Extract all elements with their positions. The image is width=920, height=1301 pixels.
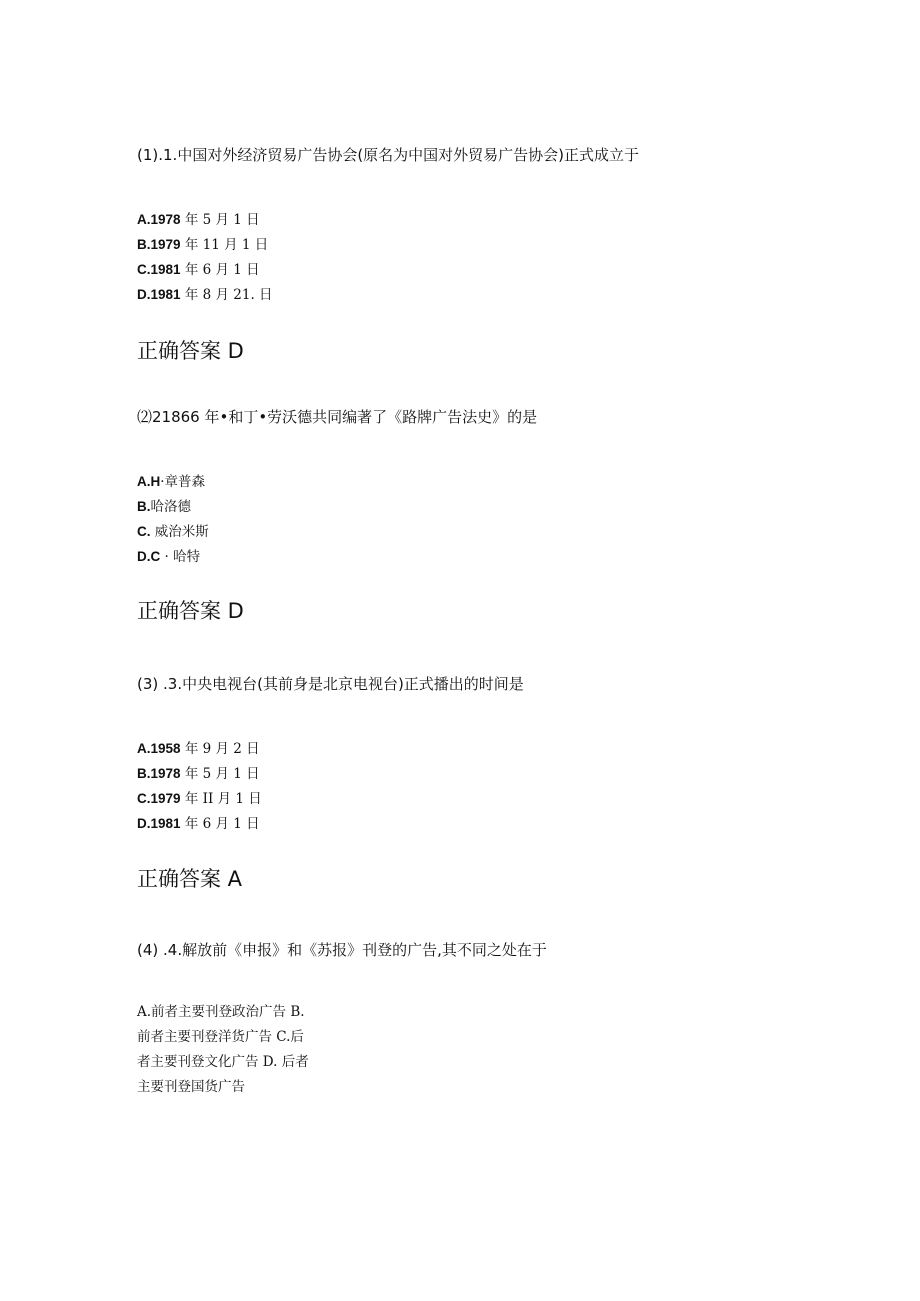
- question-3-option-b: B.1978 年 5 月 1 日: [137, 766, 260, 782]
- question-1-option-b: B.1979 年 11 月 1 日: [137, 237, 269, 253]
- question-4-option-line: 者主要刊登文化广告 D. 后者: [137, 1054, 309, 1070]
- question-2-option-d: D.C · 哈特: [137, 549, 201, 565]
- question-1-option-a: A.1978 年 5 月 1 日: [137, 212, 260, 228]
- question-4-stem: (4) .4.解放前《申报》和《苏报》刊登的广告,其不同之处在于: [137, 941, 547, 959]
- question-2-option-a: A.H·章普森: [137, 474, 206, 490]
- question-4-option-line: 主要刊登国货广告: [137, 1079, 245, 1095]
- question-3-option-c: C.1979 年 II 月 1 日: [137, 791, 262, 807]
- question-4-options: [137, 1000, 337, 1100]
- question-2-stem: ⑵21866 年•和丁•劳沃德共同编著了《路牌广告法史》的是: [137, 408, 538, 426]
- question-1-stem: (1).1.中国对外经济贸易广告协会(原名为中国对外贸易广告协会)正式成立于: [137, 146, 640, 164]
- question-4-option-line: 前者主要刊登洋货广告 C.后: [137, 1029, 304, 1045]
- question-3-answer: 正确答案 A: [137, 867, 243, 891]
- question-2-option-b: B.哈洛德: [137, 499, 191, 515]
- question-3-option-a: A.1958 年 9 月 2 日: [137, 741, 260, 757]
- question-3-stem: (3) .3.中央电视台(其前身是北京电视台)正式播出的时间是: [137, 675, 524, 693]
- question-1-option-d: D.1981 年 8 月 21. 日: [137, 287, 273, 303]
- question-1-answer: 正确答案 D: [137, 339, 244, 363]
- question-3-option-d: D.1981 年 6 月 1 日: [137, 816, 260, 832]
- question-4-option-line: A.前者主要刊登政治广告 B.: [137, 1004, 305, 1020]
- question-2-option-c: C. 威治米斯: [137, 524, 209, 540]
- question-2-answer: 正确答案 D: [137, 599, 244, 623]
- question-1-option-c: C.1981 年 6 月 1 日: [137, 262, 260, 278]
